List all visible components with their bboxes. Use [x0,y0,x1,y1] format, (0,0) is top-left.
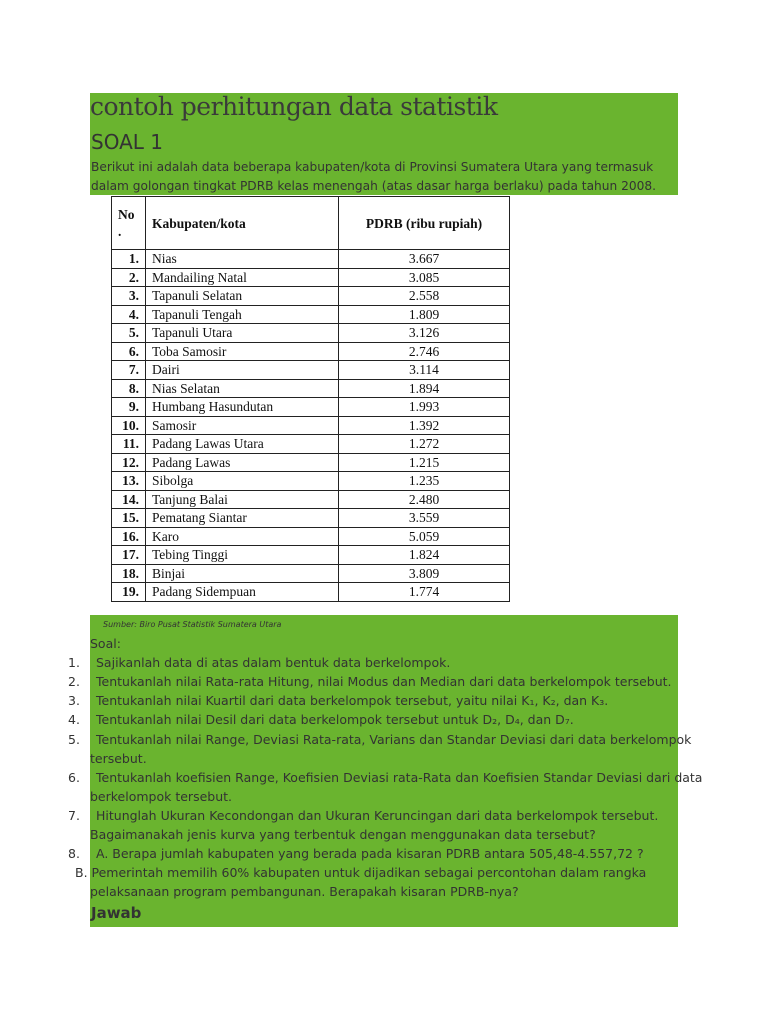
table-row [112,490,510,509]
cell-kabupaten: Karo [146,527,339,546]
table-row [112,527,510,546]
cell-no: 18. [112,564,146,583]
table-row [112,564,510,583]
cell-pdrb: 1.235 [339,472,510,491]
table-row [112,305,510,324]
cell-pdrb: 1.824 [339,546,510,565]
question-number: 8. [68,846,80,861]
cell-no: 19. [112,583,146,602]
cell-no: 12. [112,453,146,472]
cell-no: 17. [112,546,146,565]
header-no: No . [112,197,146,250]
cell-no: 14. [112,490,146,509]
question-number: 3. [68,693,80,708]
question-number: 5. [68,732,80,747]
table-row [112,453,510,472]
cell-kabupaten: Humbang Hasundutan [146,398,339,417]
cell-kabupaten: Nias [146,250,339,269]
cell-no: 16. [112,527,146,546]
table-row [112,379,510,398]
cell-no: 3. [112,287,146,306]
cell-kabupaten: Tapanuli Selatan [146,287,339,306]
cell-kabupaten: Binjai [146,564,339,583]
table-row [112,546,510,565]
cell-kabupaten: Sibolga [146,472,339,491]
question-number: 2. [68,674,80,689]
answer-heading: Jawab [91,904,142,922]
cell-no: 15. [112,509,146,528]
cell-pdrb: 1.392 [339,416,510,435]
question-number: 7. [68,808,80,823]
cell-kabupaten: Padang Lawas Utara [146,435,339,454]
cell-kabupaten: Padang Lawas [146,453,339,472]
table-body [112,250,510,602]
question-7-line-1: Hitunglah Ukuran Kecondongan dan Ukuran Keruncingan dari data berkelompok tersebut. [96,808,659,823]
section-heading: SOAL 1 [91,130,163,154]
cell-no: 9. [112,398,146,417]
question-4: Tentukanlah nilai Desil dari data berkelompok tersebut untuk D₂, D₄, dan D₇. [96,712,574,727]
cell-kabupaten: Tebing Tinggi [146,546,339,565]
table-row [112,342,510,361]
cell-kabupaten: Padang Sidempuan [146,583,339,602]
cell-no: 11. [112,435,146,454]
question-5-line-2: tersebut. [90,751,147,766]
intro-line-2: dalam golongan tingkat PDRB kelas menengah (atas dasar harga berlaku) pada tahun 2008. [91,179,656,193]
table-row [112,324,510,343]
cell-no: 6. [112,342,146,361]
header-pdrb: PDRB (ribu rupiah) [339,197,510,250]
cell-pdrb: 3.809 [339,564,510,583]
question-6-line-2: berkelompok tersebut. [90,789,233,804]
question-number: 6. [68,770,80,785]
source-note: Sumber: Biro Pusat Statistik Sumatera Utara [103,620,282,629]
cell-pdrb: 3.085 [339,268,510,287]
cell-pdrb: 2.480 [339,490,510,509]
table-header-row [112,197,510,250]
question-8a: A. Berapa jumlah kabupaten yang berada pada kisaran PDRB antara 505,48-4.557,72 ? [96,846,644,861]
table-row [112,268,510,287]
cell-kabupaten: Tapanuli Tengah [146,305,339,324]
cell-no: 5. [112,324,146,343]
cell-no: 13. [112,472,146,491]
cell-no: 10. [112,416,146,435]
table-row [112,361,510,380]
table-row [112,472,510,491]
table-row [112,435,510,454]
header-kabupaten: Kabupaten/kota [146,197,339,250]
questions-label: Soal: [90,636,121,651]
table-row [112,398,510,417]
pdrb-table-container [111,196,510,602]
cell-pdrb: 1.774 [339,583,510,602]
cell-pdrb: 3.667 [339,250,510,269]
table-row [112,583,510,602]
question-7-line-2: Bagaimanakah jenis kurva yang terbentuk dengan menggunakan data tersebut? [90,827,596,842]
question-2: Tentukanlah nilai Rata-rata Hitung, nilai Modus dan Median dari data berkelompok tersebut. [96,674,672,689]
cell-pdrb: 1.894 [339,379,510,398]
table-row [112,416,510,435]
table-row [112,250,510,269]
cell-pdrb: 2.746 [339,342,510,361]
cell-pdrb: 1.272 [339,435,510,454]
question-8b-line-1: B. Pemerintah memilih 60% kabupaten untuk dijadikan sebagai percontohan dalam rangka [75,865,647,880]
question-3: Tentukanlah nilai Kuartil dari data berkelompok tersebut, yaitu nilai K₁, K₂, dan K₃. [96,693,609,708]
cell-no: 4. [112,305,146,324]
cell-pdrb: 1.215 [339,453,510,472]
question-5-line-1: Tentukanlah nilai Range, Deviasi Rata-rata, Varians dan Standar Deviasi dari data berkelompok [96,732,692,747]
cell-pdrb: 5.059 [339,527,510,546]
cell-pdrb: 3.126 [339,324,510,343]
cell-pdrb: 2.558 [339,287,510,306]
cell-pdrb: 1.993 [339,398,510,417]
cell-kabupaten: Mandailing Natal [146,268,339,287]
cell-kabupaten: Tapanuli Utara [146,324,339,343]
cell-kabupaten: Pematang Siantar [146,509,339,528]
intro-line-1: Berikut ini adalah data beberapa kabupaten/kota di Provinsi Sumatera Utara yang termasuk [91,160,654,174]
question-8b-line-2: pelaksanaan program pembangunan. Berapakah kisaran PDRB-nya? [90,884,519,899]
question-number: 1. [68,655,80,670]
cell-kabupaten: Nias Selatan [146,379,339,398]
table-row [112,509,510,528]
cell-kabupaten: Dairi [146,361,339,380]
cell-no: 7. [112,361,146,380]
question-1: Sajikanlah data di atas dalam bentuk data berkelompok. [96,655,451,670]
cell-no: 1. [112,250,146,269]
cell-no: 8. [112,379,146,398]
cell-pdrb: 1.809 [339,305,510,324]
page-title: contoh perhitungan data statistik [90,92,498,121]
cell-kabupaten: Tanjung Balai [146,490,339,509]
cell-kabupaten: Samosir [146,416,339,435]
cell-no: 2. [112,268,146,287]
pdrb-table [111,196,510,602]
cell-pdrb: 3.114 [339,361,510,380]
cell-kabupaten: Toba Samosir [146,342,339,361]
question-6-line-1: Tentukanlah koefisien Range, Koefisien Deviasi rata-Rata dan Koefisien Standar Deviasi dari data [96,770,703,785]
question-number: 4. [68,712,80,727]
table-row [112,287,510,306]
cell-pdrb: 3.559 [339,509,510,528]
